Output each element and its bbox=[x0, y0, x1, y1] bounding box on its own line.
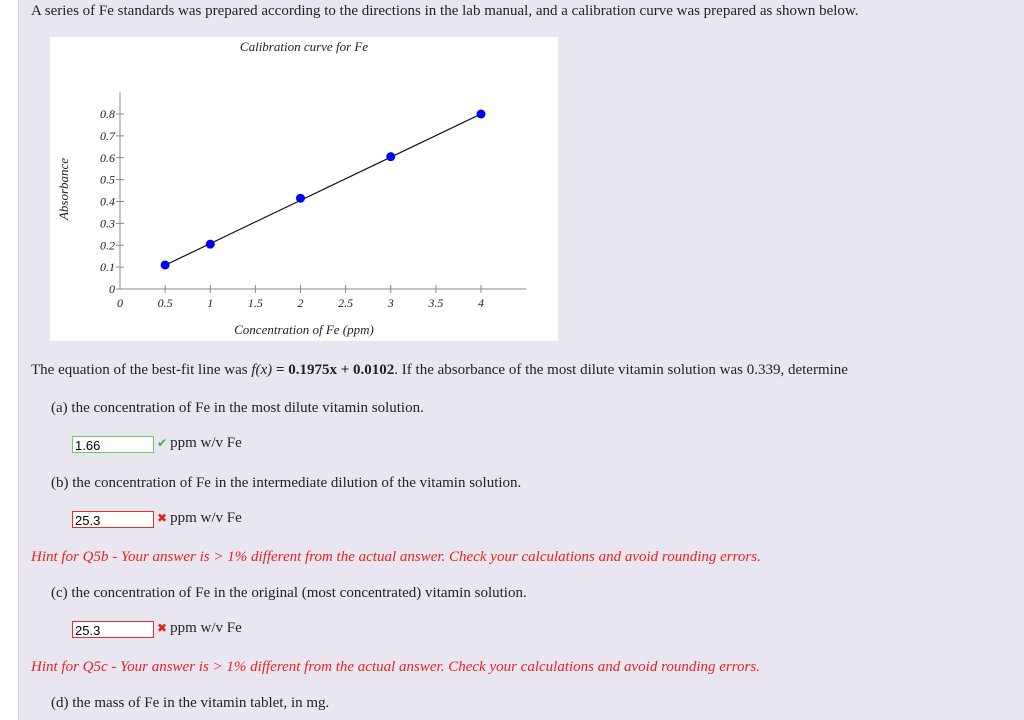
question-a: (a) the concentration of Fe in the most dilute vitamin solution. bbox=[51, 400, 424, 416]
check-icon: ✔ bbox=[157, 436, 168, 450]
cross-icon: ✖ bbox=[157, 511, 168, 525]
x-tick-label: 1.5 bbox=[247, 296, 263, 310]
answer-a-input[interactable]: 1.66 bbox=[72, 436, 154, 453]
x-tick-label: 0.5 bbox=[157, 296, 173, 310]
chart-title: Calibration curve for Fe bbox=[239, 39, 369, 54]
intro-text: A series of Fe standards was prepared according to the directions in the lab manual, and a calibration curve was prepared as shown below. bbox=[31, 3, 859, 19]
y-tick-label: 0.7 bbox=[100, 128, 115, 143]
data-point bbox=[206, 240, 215, 249]
data-point bbox=[477, 110, 486, 119]
hint-c: Hint for Q5c - Your answer is > 1% different from the actual answer. Check your calculations and avoid rounding errors. bbox=[31, 659, 760, 675]
y-tick-label: 0.3 bbox=[100, 216, 115, 231]
y-tick-label: 0.2 bbox=[100, 238, 115, 253]
cross-icon: ✖ bbox=[157, 621, 168, 635]
x-tick-label: 2 bbox=[297, 296, 304, 310]
x-axis-label: Concentration of Fe (ppm) bbox=[234, 322, 374, 337]
y-tick-label: 0.6 bbox=[100, 150, 115, 165]
question-d: (d) the mass of Fe in the vitamin tablet, in mg. bbox=[51, 695, 330, 711]
data-point bbox=[161, 260, 170, 269]
x-tick-label: 3.5 bbox=[428, 296, 444, 310]
x-tick-label: 1 bbox=[207, 296, 214, 310]
x-tick-label: 4 bbox=[478, 296, 484, 310]
y-tick-label: 0 bbox=[109, 282, 115, 296]
equation-text: The equation of the best-fit line was f(x) = 0.1975x + 0.0102. If the absorbance of the most dilute vitamin solution was 0.339, determine bbox=[31, 362, 848, 378]
data-point bbox=[296, 194, 305, 203]
y-tick-label: 0.4 bbox=[100, 194, 115, 209]
answer-b-input[interactable]: 25.3 bbox=[72, 511, 154, 528]
question-c: (c) the concentration of Fe in the original (most concentrated) vitamin solution. bbox=[51, 585, 527, 601]
question-b: (b) the concentration of Fe in the intermediate dilution of the vitamin solution. bbox=[51, 475, 522, 491]
chart-svg bbox=[50, 37, 558, 341]
data-point bbox=[386, 152, 395, 161]
answer-c-input[interactable]: 25.3 bbox=[72, 621, 154, 638]
x-tick-label: 0 bbox=[117, 296, 123, 310]
y-tick-label: 0.5 bbox=[100, 172, 115, 187]
calibration-chart bbox=[50, 37, 558, 341]
answer-a-feedback: ✔ ppm w/v Fe bbox=[157, 435, 242, 451]
y-axis-label: Absorbance bbox=[56, 157, 71, 221]
y-tick-label: 0.1 bbox=[100, 260, 115, 275]
hint-b: Hint for Q5b - Your answer is > 1% different from the actual answer. Check your calculations and avoid rounding errors. bbox=[31, 549, 761, 565]
x-tick-label: 3 bbox=[387, 296, 394, 310]
x-tick-label: 2.5 bbox=[338, 296, 354, 310]
y-tick-label: 0.8 bbox=[100, 107, 115, 121]
answer-c-feedback: ✖ ppm w/v Fe bbox=[157, 620, 242, 636]
answer-b-feedback: ✖ ppm w/v Fe bbox=[157, 510, 242, 526]
